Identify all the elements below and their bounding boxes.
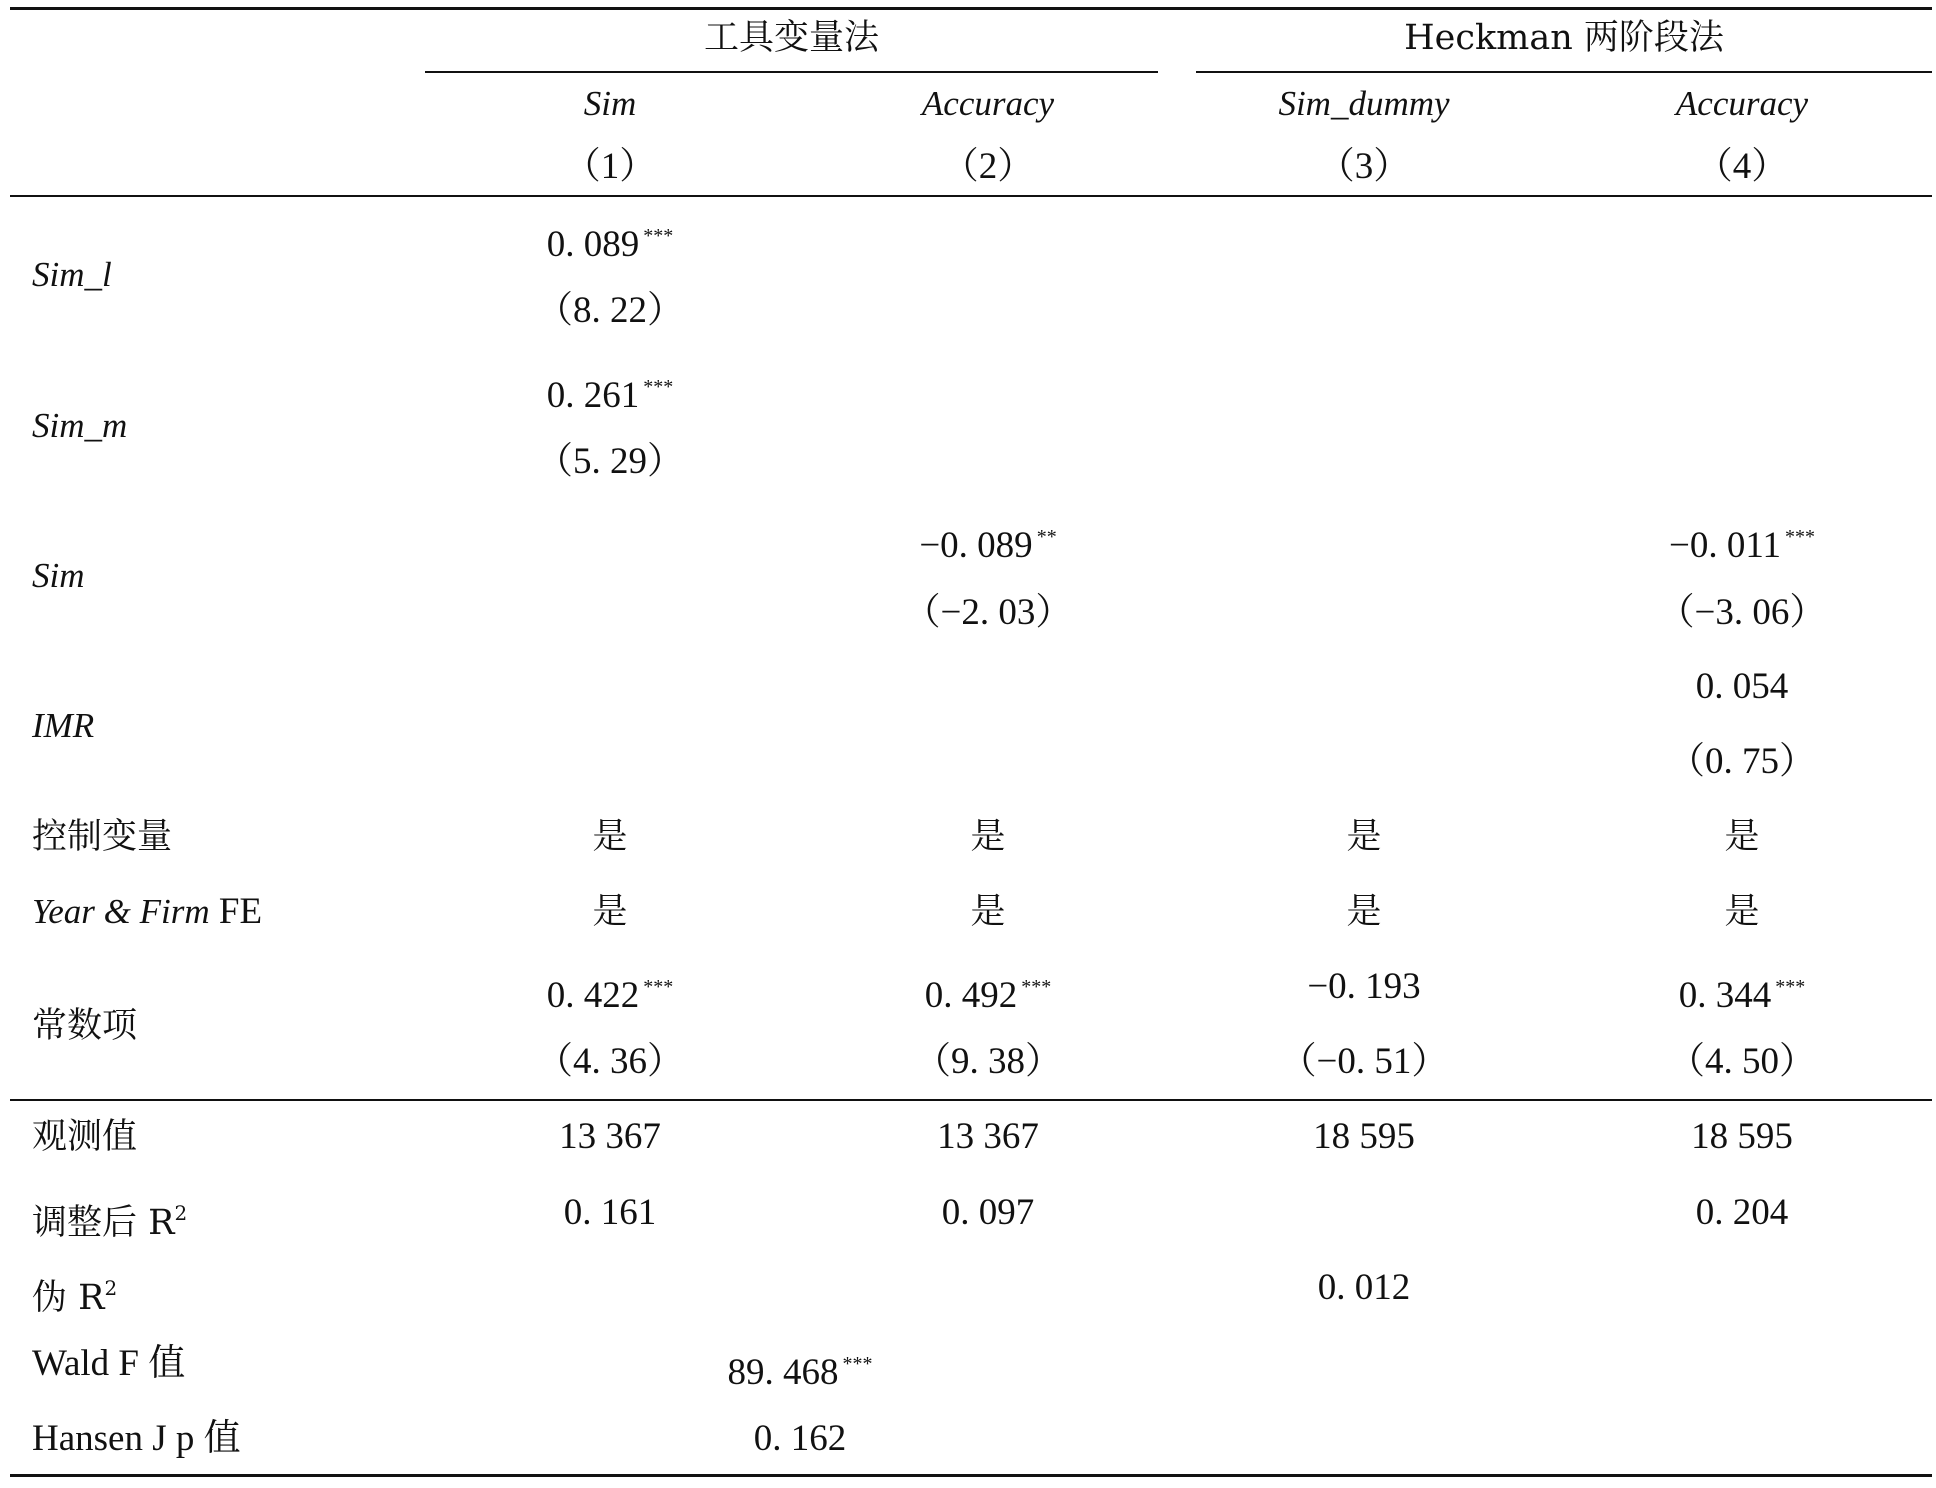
col-number-2: （2） xyxy=(941,146,1035,187)
const-coef-3: −0. 193 xyxy=(1307,966,1421,1007)
col-header-2: Accuracy xyxy=(921,84,1055,123)
obs-value-4: 18 595 xyxy=(1691,1116,1793,1157)
adj-r2-value-1: 0. 161 xyxy=(563,1192,657,1233)
fe-value-4: 是 xyxy=(1724,892,1760,932)
col-number-4: （4） xyxy=(1695,146,1789,187)
adj-r2-value-2: 0. 097 xyxy=(941,1192,1035,1233)
hansen-j-value: 0. 162 xyxy=(753,1418,847,1459)
obs-value-2: 13 367 xyxy=(937,1116,1039,1157)
const-tstat-3: （−0. 51） xyxy=(1279,1041,1449,1082)
sim-tstat-4: （−3. 06） xyxy=(1657,592,1827,633)
fe-value-1: 是 xyxy=(592,892,628,932)
pseudo-r2-value-3: 0. 012 xyxy=(1317,1267,1411,1308)
sim-tstat-2: （−2. 03） xyxy=(903,592,1073,633)
row-label-hansen-j: Hansen J p 值 xyxy=(32,1418,241,1459)
wald-f-value: 89. 468 *** xyxy=(727,1352,873,1393)
imr-tstat-4: （0. 75） xyxy=(1668,741,1816,782)
const-coef-4: 0. 344 *** xyxy=(1678,975,1806,1016)
obs-value-3: 18 595 xyxy=(1313,1116,1415,1157)
row-label-sim: Sim xyxy=(32,556,85,595)
col-header-1: Sim xyxy=(583,84,637,123)
sim-coef-4: −0. 011 *** xyxy=(1669,525,1815,566)
fe-value-2: 是 xyxy=(970,892,1006,932)
group-header-heckman: Heckman 两阶段法 xyxy=(1404,18,1724,58)
row-label-observations: 观测值 xyxy=(32,1117,138,1157)
row-label-controls: 控制变量 xyxy=(32,817,173,857)
row-label-fixed-effects: Year & Firm FE xyxy=(32,891,263,932)
col-header-4: Accuracy xyxy=(1675,84,1809,123)
row-label-adj-r2: 调整后 $R^2$ xyxy=(32,1201,188,1243)
controls-value-2: 是 xyxy=(970,817,1006,857)
row-label-constant: 常数项 xyxy=(32,1006,138,1046)
bottom-rule xyxy=(10,1474,1932,1477)
const-tstat-1: （4. 36） xyxy=(536,1041,684,1082)
const-tstat-2: （9. 38） xyxy=(914,1041,1062,1082)
sim-m-tstat-1: （5. 29） xyxy=(536,441,684,482)
sim-l-coef-1: 0. 089 *** xyxy=(546,224,674,265)
controls-value-3: 是 xyxy=(1346,817,1382,857)
obs-value-1: 13 367 xyxy=(559,1116,661,1157)
row-label-imr: IMR xyxy=(32,706,95,745)
sim-coef-2: −0. 089 ** xyxy=(919,525,1057,566)
fe-value-3: 是 xyxy=(1346,892,1382,932)
const-tstat-4: （4. 50） xyxy=(1668,1041,1816,1082)
row-label-pseudo-r2: 伪 $R^2$ xyxy=(32,1276,118,1318)
controls-value-4: 是 xyxy=(1724,817,1760,857)
col-number-3: （3） xyxy=(1317,146,1411,187)
imr-coef-4: 0. 054 xyxy=(1695,666,1789,707)
adj-r2-value-4: 0. 204 xyxy=(1695,1192,1789,1233)
row-label-sim-m: Sim_m xyxy=(32,406,128,445)
sim-m-coef-1: 0. 261 *** xyxy=(546,375,674,416)
const-coef-1: 0. 422 *** xyxy=(546,975,674,1016)
col-number-1: （1） xyxy=(563,146,657,187)
sim-l-tstat-1: （8. 22） xyxy=(536,290,684,331)
controls-value-1: 是 xyxy=(592,817,628,857)
col-header-3: Sim_dummy xyxy=(1278,84,1450,123)
row-label-sim-l: Sim_l xyxy=(32,255,112,294)
const-coef-2: 0. 492 *** xyxy=(924,975,1052,1016)
row-label-wald-f: Wald F 值 xyxy=(32,1343,186,1384)
group-header-iv: 工具变量法 xyxy=(703,18,879,58)
